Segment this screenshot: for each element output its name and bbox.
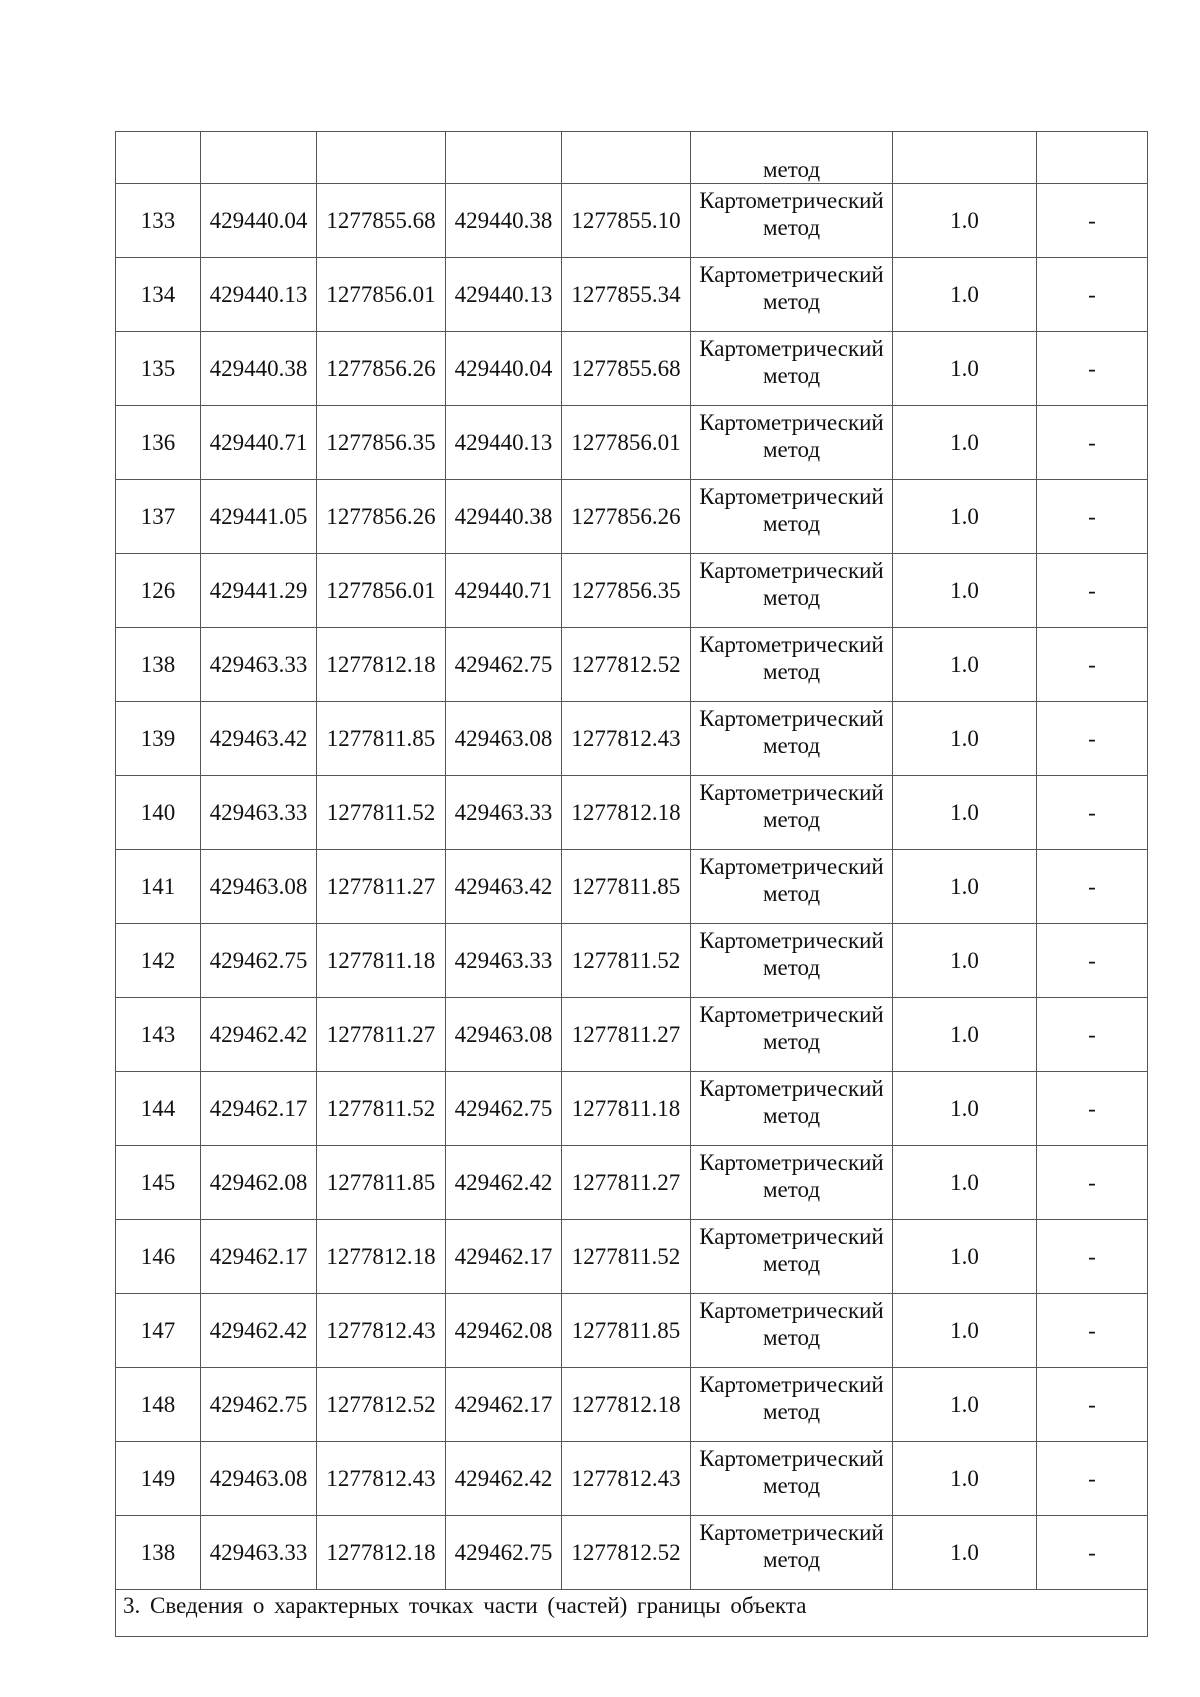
method-line-2: метод — [762, 437, 821, 462]
cell-point-number: 133 — [116, 184, 201, 258]
cell-x-new: 429440.04 — [446, 332, 562, 406]
cell-y-new: 1277811.27 — [562, 998, 691, 1072]
method-line-2: метод — [762, 881, 821, 906]
cell-point-number: 145 — [116, 1146, 201, 1220]
cell-method: метод — [691, 132, 893, 184]
cell-x-new: 429440.71 — [446, 554, 562, 628]
table-row — [116, 332, 1148, 406]
cell-x-existing: 429463.42 — [201, 702, 317, 776]
cell-accuracy: 1.0 — [893, 332, 1037, 406]
cell-x-new: 429463.42 — [446, 850, 562, 924]
method-line-2: метод — [762, 289, 821, 314]
cell-point-number: 137 — [116, 480, 201, 554]
method-line-2: метод — [762, 1251, 821, 1276]
cell-y-existing: 1277856.35 — [317, 406, 446, 480]
cell-x-new: 429440.13 — [446, 258, 562, 332]
cell-y-existing — [317, 132, 446, 184]
cell-x-new: 429462.42 — [446, 1146, 562, 1220]
cell-extra: - — [1037, 184, 1148, 258]
table-row — [116, 554, 1148, 628]
cell-extra: - — [1037, 1442, 1148, 1516]
table-row — [116, 628, 1148, 702]
cell-y-new: 1277811.52 — [562, 924, 691, 998]
cell-y-new: 1277856.01 — [562, 406, 691, 480]
cell-x-existing: 429440.13 — [201, 258, 317, 332]
table-row — [116, 406, 1148, 480]
cell-extra — [1037, 132, 1148, 184]
cell-y-existing: 1277856.26 — [317, 332, 446, 406]
cell-extra: - — [1037, 702, 1148, 776]
cell-x-existing: 429462.75 — [201, 924, 317, 998]
cell-y-new: 1277856.26 — [562, 480, 691, 554]
cell-extra: - — [1037, 332, 1148, 406]
method-line-1: Картометрический — [699, 1298, 884, 1323]
method-line-1: Картометрический — [699, 188, 884, 213]
method-line-2: метод — [762, 659, 821, 684]
cell-x-new: 429462.75 — [446, 628, 562, 702]
table-row — [116, 1368, 1148, 1442]
cell-method — [691, 406, 893, 480]
cell-y-existing: 1277811.52 — [317, 1072, 446, 1146]
table-row — [116, 1294, 1148, 1368]
method-line-2: метод — [762, 1103, 821, 1128]
cell-x-new: 429440.38 — [446, 184, 562, 258]
cell-extra: - — [1037, 628, 1148, 702]
cell-method — [691, 480, 893, 554]
cell-x-new: 429462.17 — [446, 1368, 562, 1442]
cell-method — [691, 1220, 893, 1294]
cell-y-existing: 1277856.01 — [317, 258, 446, 332]
cell-method — [691, 776, 893, 850]
cell-point-number: 139 — [116, 702, 201, 776]
cell-y-existing: 1277812.18 — [317, 628, 446, 702]
cell-accuracy: 1.0 — [893, 1516, 1037, 1590]
cell-method — [691, 258, 893, 332]
method-line-1: Картометрический — [699, 1372, 884, 1397]
cell-method — [691, 924, 893, 998]
cell-accuracy: 1.0 — [893, 480, 1037, 554]
cell-extra: - — [1037, 554, 1148, 628]
cell-extra: - — [1037, 1072, 1148, 1146]
method-line-2: метод — [762, 1399, 821, 1424]
cell-accuracy: 1.0 — [893, 702, 1037, 776]
method-line-2: метод — [762, 215, 821, 240]
cell-point-number: 138 — [116, 1516, 201, 1590]
cell-y-existing: 1277811.18 — [317, 924, 446, 998]
cell-x-new: 429463.33 — [446, 776, 562, 850]
cell-point-number: 142 — [116, 924, 201, 998]
cell-x-existing: 429441.29 — [201, 554, 317, 628]
cell-method — [691, 1368, 893, 1442]
cell-extra: - — [1037, 1220, 1148, 1294]
cell-x-existing: 429463.33 — [201, 1516, 317, 1590]
cell-accuracy: 1.0 — [893, 1442, 1037, 1516]
cell-extra: - — [1037, 1146, 1148, 1220]
cell-y-new: 1277812.43 — [562, 702, 691, 776]
cell-accuracy: 1.0 — [893, 628, 1037, 702]
cell-y-new — [562, 132, 691, 184]
table-row — [116, 1516, 1148, 1590]
cell-accuracy: 1.0 — [893, 924, 1037, 998]
cell-accuracy: 1.0 — [893, 554, 1037, 628]
cell-y-new: 1277812.18 — [562, 1368, 691, 1442]
cell-extra: - — [1037, 1516, 1148, 1590]
cell-x-existing — [201, 132, 317, 184]
cell-point-number: 146 — [116, 1220, 201, 1294]
method-line-1: Картометрический — [699, 1150, 884, 1175]
method-line-2: метод — [762, 733, 821, 758]
cell-y-new: 1277811.27 — [562, 1146, 691, 1220]
cell-extra: - — [1037, 1294, 1148, 1368]
section-heading: 3. Сведения о характерных точках части (частей) границы объекта — [116, 1590, 1148, 1637]
cell-y-new: 1277856.35 — [562, 554, 691, 628]
cell-y-new: 1277811.85 — [562, 1294, 691, 1368]
table-row — [116, 1146, 1148, 1220]
table-row — [116, 1072, 1148, 1146]
method-line-2: метод — [762, 955, 821, 980]
cell-point-number: 147 — [116, 1294, 201, 1368]
cell-method — [691, 554, 893, 628]
cell-x-new: 429440.13 — [446, 406, 562, 480]
cell-extra: - — [1037, 776, 1148, 850]
method-line-2: метод — [762, 511, 821, 536]
method-line-1: Картометрический — [699, 632, 884, 657]
cell-y-existing: 1277811.52 — [317, 776, 446, 850]
cell-point-number: 138 — [116, 628, 201, 702]
cell-x-new: 429462.08 — [446, 1294, 562, 1368]
method-line-1: Картометрический — [699, 336, 884, 361]
cell-y-existing: 1277811.85 — [317, 702, 446, 776]
cell-method — [691, 1072, 893, 1146]
cell-x-existing: 429462.42 — [201, 998, 317, 1072]
cell-y-existing: 1277812.18 — [317, 1220, 446, 1294]
cell-x-new: 429462.75 — [446, 1516, 562, 1590]
cell-y-existing: 1277811.27 — [317, 998, 446, 1072]
table-row — [116, 776, 1148, 850]
table-row — [116, 998, 1148, 1072]
cell-accuracy: 1.0 — [893, 1220, 1037, 1294]
cell-x-existing: 429441.05 — [201, 480, 317, 554]
cell-x-existing: 429463.08 — [201, 1442, 317, 1516]
cell-point-number: 126 — [116, 554, 201, 628]
cell-y-new: 1277811.18 — [562, 1072, 691, 1146]
cell-method — [691, 1516, 893, 1590]
cell-method — [691, 184, 893, 258]
method-line-1: Картометрический — [699, 780, 884, 805]
cell-extra: - — [1037, 1368, 1148, 1442]
method-line-1: Картометрический — [699, 1224, 884, 1249]
cell-accuracy: 1.0 — [893, 184, 1037, 258]
method-line-2: метод — [762, 1473, 821, 1498]
cell-y-existing: 1277812.52 — [317, 1368, 446, 1442]
cell-point-number: 143 — [116, 998, 201, 1072]
cell-accuracy: 1.0 — [893, 1368, 1037, 1442]
cell-x-new: 429463.08 — [446, 702, 562, 776]
cell-method — [691, 702, 893, 776]
method-line-1: Картометрический — [699, 706, 884, 731]
cell-y-new: 1277855.34 — [562, 258, 691, 332]
cell-point-number: 134 — [116, 258, 201, 332]
cell-x-new: 429462.17 — [446, 1220, 562, 1294]
table-row — [116, 480, 1148, 554]
cell-y-new: 1277812.52 — [562, 628, 691, 702]
method-line-2: метод — [762, 1325, 821, 1350]
cell-x-existing: 429462.17 — [201, 1220, 317, 1294]
cell-x-existing: 429463.08 — [201, 850, 317, 924]
cell-extra: - — [1037, 998, 1148, 1072]
cell-point-number: 148 — [116, 1368, 201, 1442]
method-line-1: Картометрический — [699, 1446, 884, 1471]
table-body — [116, 132, 1148, 1637]
cell-method — [691, 628, 893, 702]
continuation-row — [116, 132, 1148, 184]
method-line-1: Картометрический — [699, 484, 884, 509]
method-line-1: Картометрический — [699, 558, 884, 583]
cell-method — [691, 1146, 893, 1220]
cell-y-new: 1277855.68 — [562, 332, 691, 406]
table-row — [116, 258, 1148, 332]
method-line-1: Картометрический — [699, 854, 884, 879]
coordinates-table — [115, 131, 1148, 1637]
cell-method — [691, 850, 893, 924]
method-line-2: метод — [762, 1029, 821, 1054]
cell-x-existing: 429462.08 — [201, 1146, 317, 1220]
table-row — [116, 850, 1148, 924]
cell-x-existing: 429463.33 — [201, 628, 317, 702]
cell-accuracy: 1.0 — [893, 998, 1037, 1072]
cell-x-new — [446, 132, 562, 184]
cell-x-existing: 429440.71 — [201, 406, 317, 480]
cell-method — [691, 1442, 893, 1516]
cell-accuracy: 1.0 — [893, 258, 1037, 332]
cell-point-number: 141 — [116, 850, 201, 924]
cell-accuracy: 1.0 — [893, 1072, 1037, 1146]
cell-extra: - — [1037, 850, 1148, 924]
cell-accuracy: 1.0 — [893, 850, 1037, 924]
cell-y-existing: 1277811.85 — [317, 1146, 446, 1220]
cell-point-number: 144 — [116, 1072, 201, 1146]
method-line-2: метод — [762, 585, 821, 610]
table-row — [116, 184, 1148, 258]
cell-method — [691, 332, 893, 406]
table-row — [116, 1442, 1148, 1516]
cell-accuracy: 1.0 — [893, 1146, 1037, 1220]
section-heading-row — [116, 1590, 1148, 1637]
cell-y-new: 1277811.52 — [562, 1220, 691, 1294]
cell-point-number: 136 — [116, 406, 201, 480]
method-line-1: Картометрический — [699, 262, 884, 287]
method-line-2: метод — [762, 1177, 821, 1202]
cell-y-new: 1277855.10 — [562, 184, 691, 258]
cell-y-existing: 1277856.26 — [317, 480, 446, 554]
cell-extra: - — [1037, 924, 1148, 998]
cell-x-existing: 429440.04 — [201, 184, 317, 258]
cell-point-number: 149 — [116, 1442, 201, 1516]
cell-x-new: 429463.33 — [446, 924, 562, 998]
cell-extra: - — [1037, 480, 1148, 554]
method-line-1: Картометрический — [699, 410, 884, 435]
cell-method — [691, 1294, 893, 1368]
cell-point-number — [116, 132, 201, 184]
cell-y-new: 1277812.52 — [562, 1516, 691, 1590]
cell-y-new: 1277811.85 — [562, 850, 691, 924]
table-row — [116, 1220, 1148, 1294]
cell-y-existing: 1277856.01 — [317, 554, 446, 628]
cell-y-existing: 1277812.43 — [317, 1442, 446, 1516]
cell-y-existing: 1277855.68 — [317, 184, 446, 258]
method-line-1: Картометрический — [699, 1002, 884, 1027]
table-row — [116, 702, 1148, 776]
cell-x-existing: 429462.42 — [201, 1294, 317, 1368]
table-row — [116, 924, 1148, 998]
cell-x-existing: 429462.17 — [201, 1072, 317, 1146]
cell-accuracy: 1.0 — [893, 776, 1037, 850]
cell-y-existing: 1277812.18 — [317, 1516, 446, 1590]
cell-x-new: 429440.38 — [446, 480, 562, 554]
method-line-1: Картометрический — [699, 928, 884, 953]
cell-extra: - — [1037, 406, 1148, 480]
cell-x-existing: 429440.38 — [201, 332, 317, 406]
method-line-1: Картометрический — [699, 1076, 884, 1101]
cell-extra: - — [1037, 258, 1148, 332]
cell-accuracy — [893, 132, 1037, 184]
cell-y-existing: 1277812.43 — [317, 1294, 446, 1368]
cell-point-number: 140 — [116, 776, 201, 850]
cell-accuracy: 1.0 — [893, 1294, 1037, 1368]
cell-method — [691, 998, 893, 1072]
method-line-2: метод — [762, 1547, 821, 1572]
cell-x-new: 429462.42 — [446, 1442, 562, 1516]
cell-y-new: 1277812.18 — [562, 776, 691, 850]
cell-x-new: 429463.08 — [446, 998, 562, 1072]
method-line-2: метод — [762, 363, 821, 388]
cell-x-existing: 429463.33 — [201, 776, 317, 850]
cell-x-new: 429462.75 — [446, 1072, 562, 1146]
method-line-1: Картометрический — [699, 1520, 884, 1545]
cell-y-existing: 1277811.27 — [317, 850, 446, 924]
cell-point-number: 135 — [116, 332, 201, 406]
cell-y-new: 1277812.43 — [562, 1442, 691, 1516]
cell-accuracy: 1.0 — [893, 406, 1037, 480]
cell-x-existing: 429462.75 — [201, 1368, 317, 1442]
method-line-2: метод — [762, 807, 821, 832]
